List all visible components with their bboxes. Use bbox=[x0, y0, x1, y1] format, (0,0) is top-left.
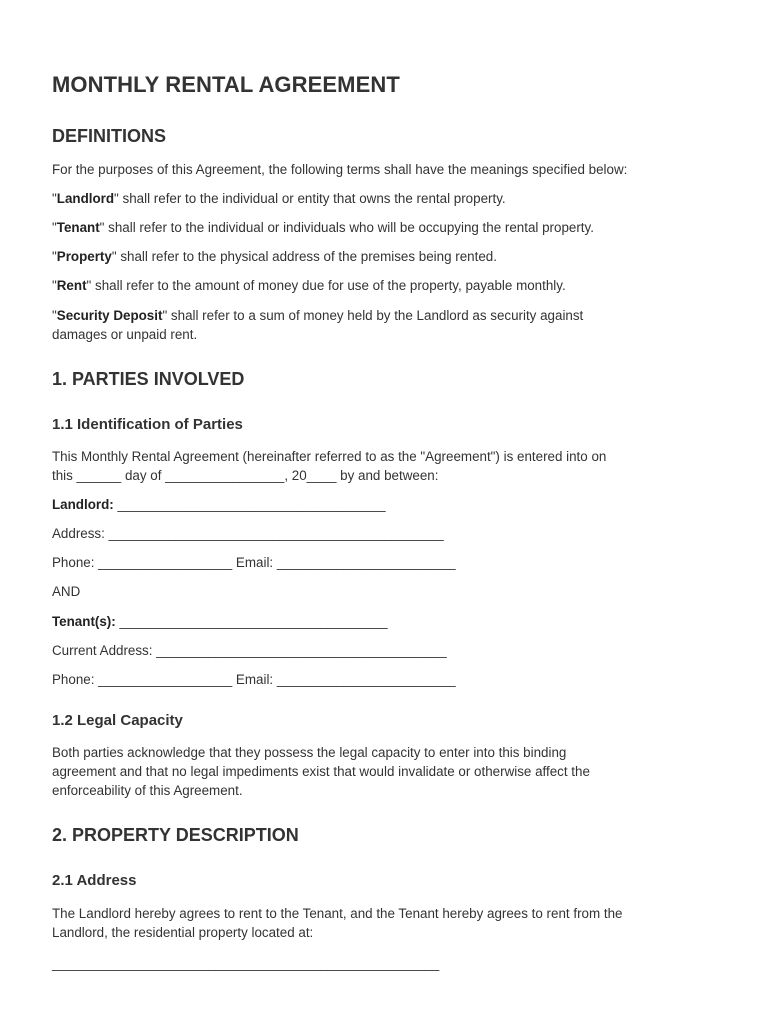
document-title: MONTHLY RENTAL AGREEMENT bbox=[52, 72, 400, 97]
subsection-2-1-heading: 2.1 Address bbox=[52, 872, 137, 889]
legal-capacity-line1: Both parties acknowledge that they possess the legal capacity to enter into this binding bbox=[52, 745, 567, 760]
property-address-blank: ____________________________________________________ bbox=[52, 956, 440, 971]
landlord-blank: ____________________________________ bbox=[113, 497, 386, 512]
definition-landlord: "Landlord" shall refer to the individual or entity that owns the rental property. bbox=[52, 191, 506, 206]
definition-security-deposit-cont: damages or unpaid rent. bbox=[52, 327, 198, 342]
definition-text: shall refer to the individual or individuals who will be occupying the rental property. bbox=[104, 220, 594, 235]
section1-heading: 1. PARTIES INVOLVED bbox=[52, 369, 245, 389]
definitions-heading: DEFINITIONS bbox=[52, 126, 167, 146]
definition-text: shall refer to the amount of money due for use of the property, payable monthly. bbox=[91, 278, 566, 293]
definition-text: shall refer to the individual or entity that owns the rental property. bbox=[118, 191, 506, 206]
section2-heading: 2. PROPERTY DESCRIPTION bbox=[52, 825, 299, 845]
definition-term: Rent bbox=[56, 278, 87, 293]
definition-security-deposit: "Security Deposit" shall refer to a sum of money held by the Landlord as security against bbox=[52, 308, 584, 323]
landlord-phone-email-field: Phone: __________________ Email: ________________________ bbox=[52, 555, 456, 570]
subsection-1-1-heading: 1.1 Identification of Parties bbox=[52, 416, 243, 433]
definition-term: Security Deposit bbox=[56, 308, 163, 323]
tenant-field bbox=[52, 612, 388, 632]
definition-text: shall refer to a sum of money held by the Landlord as security against bbox=[167, 308, 584, 323]
definition-term: Landlord bbox=[56, 191, 115, 206]
agreement-intro-line2: this ______ day of ________________, 20____ by and between: bbox=[52, 468, 439, 483]
tenant-address-field: Current Address: _______________________________________ bbox=[52, 643, 447, 658]
definitions-intro: For the purposes of this Agreement, the following terms shall have the meanings specified below: bbox=[52, 162, 628, 177]
definition-rent: "Rent" shall refer to the amount of money due for use of the property, payable monthly. bbox=[52, 278, 566, 293]
tenant-blank: ____________________________________ bbox=[115, 614, 388, 629]
definition-text: shall refer to the physical address of the premises being rented. bbox=[116, 249, 497, 264]
and-text: AND bbox=[52, 584, 81, 599]
tenant-label: Tenant(s): bbox=[52, 614, 116, 629]
legal-capacity-line2: agreement and that no legal impediments exist that would invalidate or otherwise affect the bbox=[52, 764, 590, 779]
address-intro-line1: The Landlord hereby agrees to rent to the Tenant, and the Tenant hereby agrees to rent from the bbox=[52, 906, 623, 921]
legal-capacity-line3: enforceability of this Agreement. bbox=[52, 783, 243, 798]
definition-term: Property bbox=[56, 249, 112, 264]
address-intro-line2: Landlord, the residential property located at: bbox=[52, 925, 314, 940]
agreement-intro-line1: This Monthly Rental Agreement (hereinafter referred to as the "Agreement") is entered into on bbox=[52, 449, 607, 464]
definition-term: Tenant bbox=[56, 220, 100, 235]
definition-tenant: "Tenant" shall refer to the individual or individuals who will be occupying the rental property. bbox=[52, 220, 594, 235]
landlord-address-field: Address: _____________________________________________ bbox=[52, 526, 444, 541]
definition-property: "Property" shall refer to the physical address of the premises being rented. bbox=[52, 249, 497, 264]
landlord-field bbox=[52, 495, 386, 515]
landlord-label: Landlord: bbox=[52, 497, 114, 512]
subsection-1-2-heading: 1.2 Legal Capacity bbox=[52, 712, 183, 729]
tenant-phone-email-field: Phone: __________________ Email: ________________________ bbox=[52, 672, 456, 687]
